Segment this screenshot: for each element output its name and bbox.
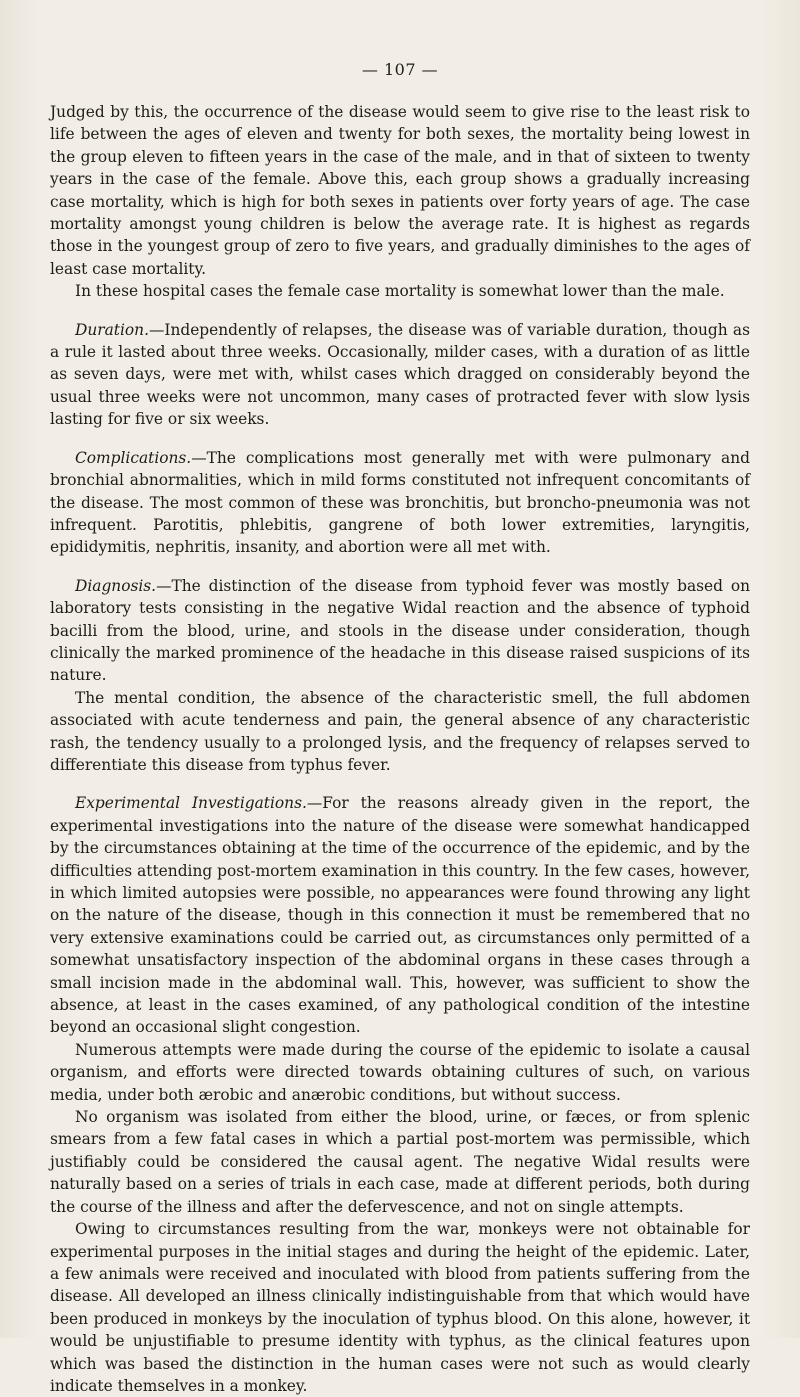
paragraph-differentiation	[50, 687, 750, 777]
paragraph-text: —The distinction of the disease from typhoid fever was mostly based on laboratory tests consisting in the negative Widal reaction and the absence of typhoid bacilli from the blood, urine, and stools in the disease under consideration, though clinically the marked prominence of the headache in this disease raised suspicions of its nature.	[50, 576, 750, 685]
section-heading-duration: Duration.	[75, 320, 149, 339]
paragraph-text: Judged by this, the occurrence of the disease would seem to give rise to the least risk to life between the ages of eleven and twenty for both sexes, the mortality being lowest in the group eleven to fifteen years in the case of the male, and in that of sixteen to twenty years in the case of the female. Above this, each group shows a gradually increasing case mortality, which is high for both sexes in patients over forty years of age. The case mortality amongst young children is below the average rate. It is highest as regards those in the youngest group of zero to five years, and gradually diminishes to the ages of least case mortality.	[50, 103, 750, 278]
paragraph-text: The mental condition, the absence of the characteristic smell, the full abdomen associated with acute tenderness and pain, the general absence of any characteristic rash, the tendency usually to a prolonged lysis, and the frequency of relapses served to differentiate this disease from typhus fever.	[50, 688, 750, 774]
paragraph-duration	[50, 319, 750, 431]
paragraph-experimental	[50, 792, 750, 1038]
paragraph-text: —The complications most generally met with were pulmonary and bronchial abnormalities, which in mild forms constituted not infrequent concomitants of the disease. The most common of these was bronchitis, but broncho-pneumonia was not infrequent. Parotitis, phlebitis, gangrene of both lower extremities, laryngitis, epididymitis, nephritis, insanity, and abortion were all met with.	[50, 448, 750, 557]
paragraph-cultures	[50, 1039, 750, 1106]
section-heading-experimental: Experimental Investigations.	[75, 794, 307, 813]
paragraph-monkeys	[50, 1218, 750, 1397]
paragraph-text: In these hospital cases the female case mortality is somewhat lower than the male.	[75, 282, 725, 301]
paragraph-text: No organism was isolated from either the blood, urine, or fæces, or from splenic smears from a few fatal cases in which a partial post-mortem was permissible, which justifiably could be considered the causal agent. The negative Widal results were naturally based on a series of trials in each case, made at different periods, both during the course of the illness and after the defervescence, and not on single attempts.	[50, 1108, 750, 1216]
paragraph-organism	[50, 1106, 750, 1218]
paragraph-female-mortality	[50, 280, 750, 302]
paragraph-complications	[50, 447, 750, 559]
paragraph-diagnosis	[50, 575, 750, 687]
page-number: — 107 —	[361, 60, 439, 79]
paragraph-text: —Independently of relapses, the disease was of variable duration, though as a rule it lasted about three weeks. Occasionally, milder cases, with a duration of as little as seven days, were met with, whilst cases which dragged on considerably beyond the usual three weeks were not uncommon, many cases of protracted fever with slow lysis lasting for five or six weeks.	[50, 320, 750, 429]
paragraph-text: Owing to circumstances resulting from the war, monkeys were not obtainable for experimental purposes in the initial stages and during the height of the epidemic. Later, a few animals were received and inoculated with blood from patients suffering from the disease. All developed an illness clinically indistinguishable from that which would have been produced in monkeys by the inoculation of typhus blood. On this alone, however, it would be unjustifiable to presume identity with typhus, as the clinical features upon which was based the distinction in the human cases were not such as would clearly indicate themselves in a monkey.	[50, 1220, 750, 1395]
paragraph-text: —For the reasons already given in the report, the experimental investigations into the nature of the disease were somewhat handicapped by the circumstances obtaining at the time of the occurrence of the epidemic, and by the difficulties attending post-mortem examination in this country. In the few cases, however, in which limited autopsies were possible, no appearances were found throwing any light on the nature of the disease, though in this connection it must be remembered that no very extensive examinations could be carried out, as circumstances only permitted of a somewhat unsatisfactory inspection of the abdominal organs in these cases through a small incision made in the abdominal wall. This, however, was sufficient to show the absence, at least in the cases examined, of any pathological condition of the intestine beyond an occasional slight congestion.	[50, 794, 750, 1037]
section-heading-complications: Complications.	[75, 448, 192, 467]
paragraph-age-risk	[50, 101, 750, 280]
section-heading-diagnosis: Diagnosis.	[75, 576, 157, 595]
paragraph-text: Numerous attempts were made during the course of the epidemic to isolate a causal organism, and efforts were directed towards obtaining cultures of such, on various media, under both ærobic and anærobic conditions, but without success.	[50, 1040, 750, 1104]
